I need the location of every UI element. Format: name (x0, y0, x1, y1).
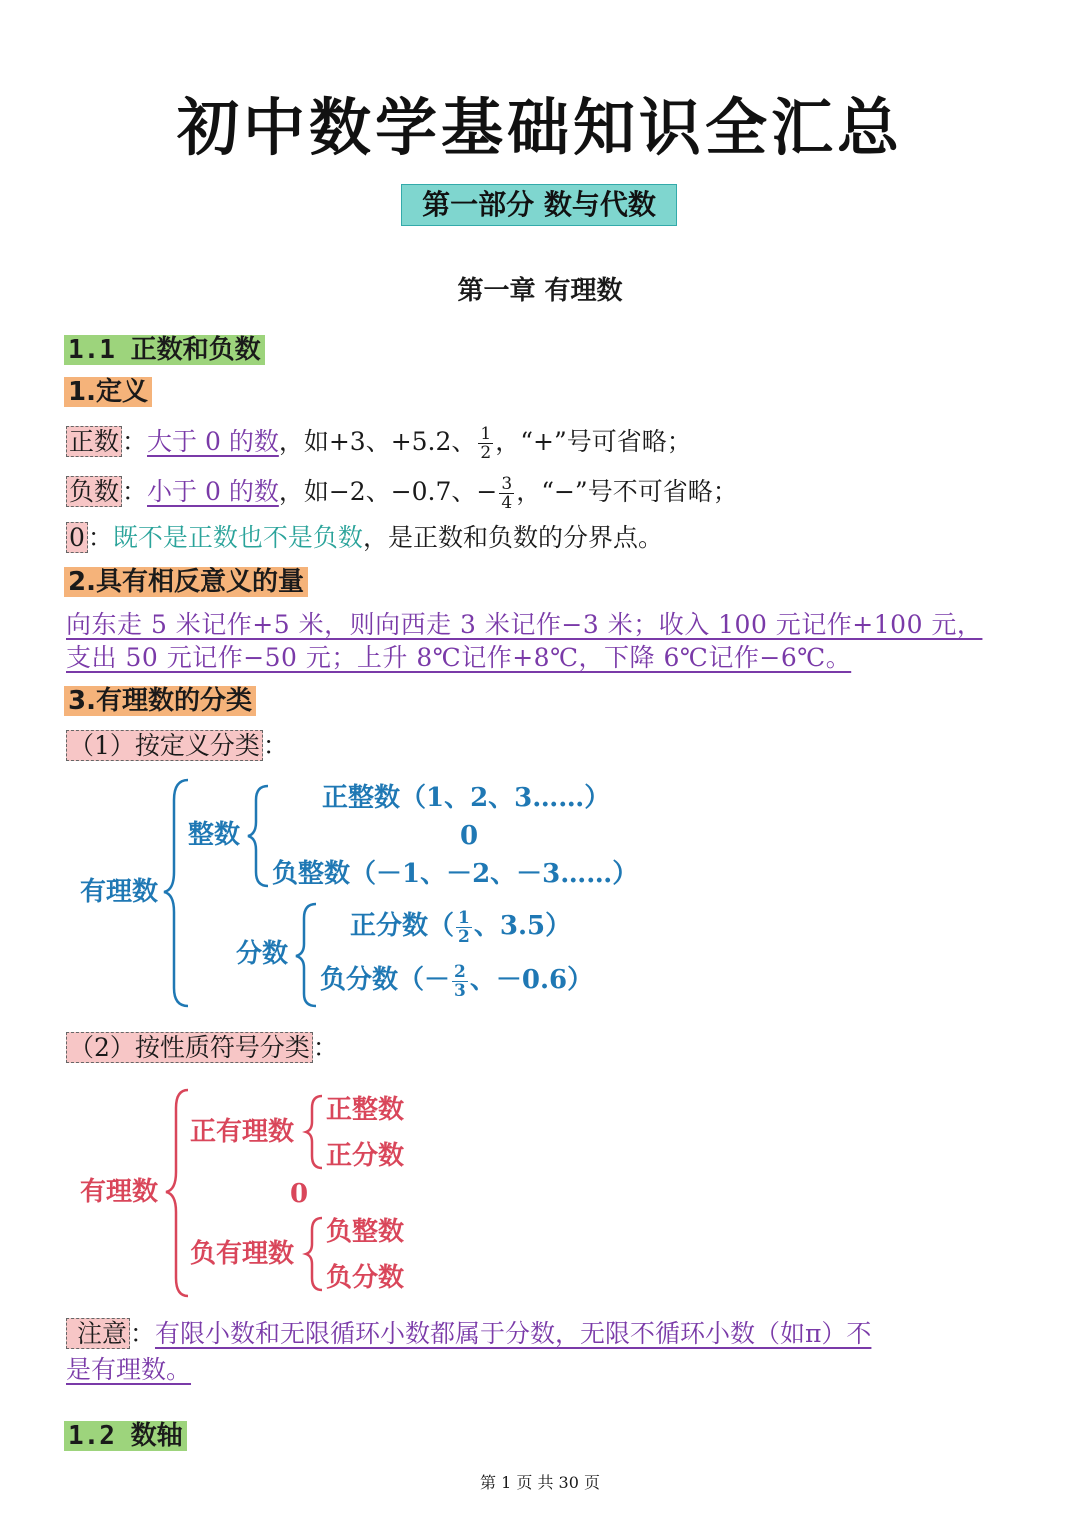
tree2-positive-fraction: 正分数 (326, 1141, 405, 1171)
tree1-zero: 0 (460, 821, 479, 851)
tree2-zero: 0 (290, 1179, 309, 1209)
zero-label: 0 (66, 522, 88, 553)
positive-examples: ，如+3、+5.2、 (278, 427, 477, 456)
brace-fraction (296, 904, 316, 1006)
tree1-root: 有理数 (80, 877, 159, 907)
tree2-negative-integer: 负整数 (326, 1217, 405, 1247)
part-heading: 第一部分 数与代数 (401, 184, 677, 226)
section-1-2-heading: 1.2 数轴 (64, 1416, 187, 1456)
brace-rational-by-definition (164, 780, 188, 1006)
tree1-fraction: 分数 (236, 939, 289, 969)
classification-by-definition-label: （1）按定义分类 ： (66, 728, 288, 764)
colon: ： (122, 427, 148, 456)
positive-label: 正数 (66, 426, 122, 457)
chapter-heading: 第一章 有理数 (457, 276, 623, 306)
tree2-root: 有理数 (80, 1177, 159, 1207)
brace-negative-rational (306, 1218, 322, 1290)
negative-label: 负数 (66, 476, 122, 507)
brace-rational-by-sign (166, 1090, 188, 1296)
tree2-positive-integer: 正整数 (326, 1095, 405, 1125)
tree2-negative-rational: 负有理数 (190, 1239, 295, 1269)
opposite-example-line-1: 向东走 5 米记作+5 米，则向西走 3 米记作−3 米；收入 100 元记作+100 元， (66, 610, 983, 639)
note-label: 注意 (66, 1318, 130, 1349)
fraction-three-quarters: $\frac{3}{4}$ (501, 474, 513, 513)
definition-heading: 1.定义 (64, 373, 152, 411)
zero-definition: 既不是正数也不是负数 (112, 523, 363, 552)
note-text-2: 是有理数。 (66, 1355, 192, 1384)
classification-by-sign-label: （2）按性质符号分类 ： (66, 1030, 338, 1066)
page-footer: 第 1 页 共 30 页 (480, 1473, 600, 1492)
tree1-positive-fraction: 正分数（ $\frac{1}{2}$ 、3.5） (350, 907, 572, 947)
tree1-negative-integer: 负整数（－1、－2、－3……） (272, 859, 639, 889)
tree1-negative-fraction: 负分数（－ $\frac{2}{3}$ 、－0.6） (320, 961, 594, 1001)
brace-integer (248, 786, 268, 886)
classification-heading: 3.有理数的分类 (64, 682, 256, 720)
fraction-two-thirds: $\frac{2}{3}$ (454, 961, 466, 1001)
fraction-half: $\frac{1}{2}$ (458, 907, 470, 947)
negative-examples: ，如−2、−0.7、− (278, 477, 498, 506)
fraction-half: $\frac{1}{2}$ (480, 424, 492, 463)
tree1-positive-integer: 正整数（1、2、3……） (322, 783, 611, 813)
colon: ： (122, 477, 148, 506)
tree2-positive-rational: 正有理数 (190, 1117, 295, 1147)
tree2-negative-fraction: 负分数 (326, 1263, 405, 1293)
brace-positive-rational (306, 1096, 322, 1168)
opposite-quantities-heading: 2.具有相反意义的量 (64, 563, 308, 601)
colon: ： (87, 523, 113, 552)
positive-note: ，“+”号可省略； (495, 427, 692, 456)
positive-definition: 大于 0 的数 (147, 427, 279, 456)
page-title: 初中数学基础知识全汇总 (176, 91, 903, 164)
opposite-example-line-2: 支出 50 元记作−50 元；上升 8℃记作+8℃，下降 6℃记作−6℃。 (66, 643, 852, 672)
section-1-1-heading: 1.1 正数和负数 (64, 330, 265, 370)
note-text-1: 有限小数和无限循环小数都属于分数，无限不循环小数（如π）不 (154, 1319, 872, 1348)
tree1-integer: 整数 (188, 820, 241, 850)
negative-note: ，“−”号不可省略； (516, 477, 738, 506)
zero-note: ，是正数和负数的分界点。 (362, 523, 663, 552)
negative-definition: 小于 0 的数 (147, 477, 279, 506)
note-line-1: 注意 ：有限小数和无限循环小数都属于分数，无限不循环小数（如π）不 (66, 1316, 871, 1352)
